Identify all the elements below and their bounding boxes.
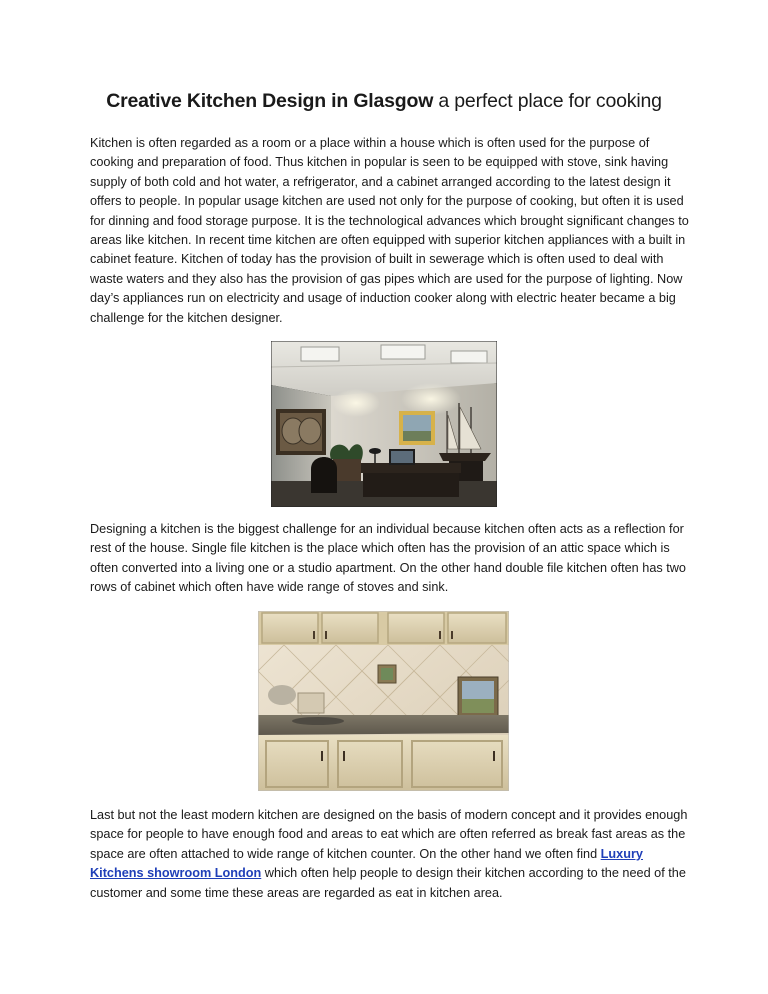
luxury-kitchens-link[interactable]: Luxury Kitchens showroom London — [90, 846, 643, 881]
page-title — [0, 90, 768, 113]
kitchen-cabinets-photo — [258, 611, 509, 791]
title-bold: Creative Kitchen Design in Glasgow — [106, 90, 434, 112]
paragraph-3-end: which often help people to design their kitchen according to the need of the customer and some time these areas are regarded as eat in kitchen area. — [90, 866, 686, 900]
paragraph-3 — [90, 806, 690, 903]
paragraph-2: Designing a kitchen is the biggest challenge for an individual because kitchen often acts as a reflection for rest of the house. Single file kitchen is the place which often has the provision of an attic space which is often converted into a living one or a studio apartment. On the other hand double file kitchen often has two rows of cabinet which often have wide range of stoves and sink. — [90, 522, 686, 595]
office-room-photo — [271, 341, 497, 507]
paragraph-1: Kitchen is often regarded as a room or a place within a house which is often used for the purpose of cooking and preparation of food. Thus kitchen in popular is seen to be equipped with stove, sink having supply of both cold and hot water, a refrigerator, and a cabinet arranged according to the latest design it offers to people. In popular usage kitchen are used not only for the purpose of cooking, but often it is used for dinning and food storage purpose. It is the technological advances which brought significant changes to areas like kitchen. In recent time kitchen are often equipped with superior kitchen appliances with a built in cabinet feature. Kitchen of today has the provision of built in sewerage which is often used to deal with waste waters and they also has the provision of gas pipes which are used for the purpose of lighting. Now day’s appliances run on electricity and usage of induction cooker along with electric heater became a big challenge for the kitchen designer. — [90, 136, 689, 325]
paragraph-3-start: Last but not the least modern kitchen are designed on the basis of modern concept and it provides enough space for people to have enough food and areas to eat which are often referred as break fast areas as the space are often attached to wide range of kitchen counter. On the other hand we often find — [90, 808, 688, 861]
title-rest: a perfect place for cooking — [433, 90, 662, 112]
